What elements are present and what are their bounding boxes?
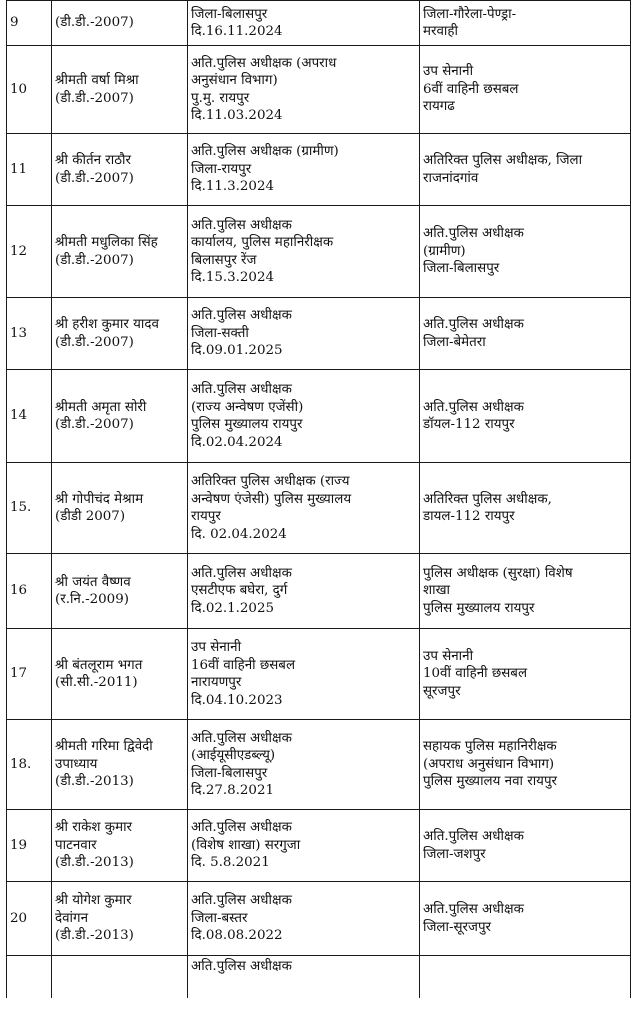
table-row: [7, 629, 631, 720]
serial-number: 11: [7, 134, 52, 206]
officer-name-line: (डी.डी.-2007): [55, 252, 134, 268]
current-posting-line: अति.पुलिस अधीक्षक: [191, 893, 292, 909]
officer-name-line: श्री कीर्तन राठौर: [55, 153, 131, 168]
new-posting-line: अतिरिक्त पुलिस अधीक्षक,: [423, 491, 552, 507]
officer-name-line: (डी.डी.-2013): [55, 928, 134, 944]
current-posting-line: दि.04.10.2023: [191, 692, 283, 708]
current-posting-line: बिलासपुर रेंज: [191, 252, 257, 268]
table-row: [7, 810, 631, 882]
current-posting-line: अति.पुलिस अधीक्षक: [191, 959, 292, 974]
current-posting-line: (विशेष शाखा) सरगुजा: [191, 837, 301, 853]
current-posting-line: रायपुर: [191, 509, 221, 524]
current-posting-line: जिला-रायपुर: [191, 161, 252, 177]
table-row: [7, 554, 631, 629]
new-posting-line: सहायक पुलिस महानिरीक्षक: [423, 739, 557, 755]
serial-number: 18.: [7, 720, 52, 810]
new-posting-line: जिला-बिलासपुर: [423, 261, 500, 277]
table-row: [7, 370, 631, 463]
new-posting-line: पुलिस अधीक्षक (सुरक्षा) विशेष: [423, 565, 573, 581]
table-row: [7, 463, 631, 554]
table-body: [7, 1, 631, 998]
current-posting-line: दि.02.1.2025: [191, 600, 274, 616]
current-posting-line: (आईयूसीएडब्ल्यू): [191, 748, 276, 763]
current-posting-line: (राज्य अन्वेषण एजेंसी): [191, 399, 304, 415]
officer-name-line: पाटनवार: [55, 837, 97, 853]
serial-number: 17: [7, 629, 52, 720]
current-posting-line: दि.11.3.2024: [191, 179, 274, 195]
officer-name-cell: [52, 1, 188, 46]
officer-name-cell: [52, 810, 188, 882]
current-posting-line: दि. 5.8.2021: [191, 855, 270, 871]
officer-name-cell: [52, 463, 188, 554]
current-posting-cell: [188, 206, 420, 298]
new-posting-cell: [420, 46, 631, 134]
officer-name-line: (डी.डी.-2013): [55, 774, 134, 790]
officer-name-line: श्री हरीश कुमार यादव: [55, 317, 159, 332]
officer-name-cell: [52, 882, 188, 956]
table-row: [7, 134, 631, 206]
current-posting-line: एसटीएफ बघेरा, दुर्ग: [191, 583, 288, 599]
table-row: [7, 46, 631, 134]
serial-number: 12: [7, 206, 52, 298]
officer-name-cell: [52, 134, 188, 206]
officer-name-cell: [52, 956, 188, 998]
current-posting-line: दि. 02.04.2024: [191, 526, 287, 542]
current-posting-line: दि.02.04.2024: [191, 434, 283, 450]
new-posting-cell: [420, 810, 631, 882]
table-row: [7, 206, 631, 298]
current-posting-line: दि.11.03.2024: [191, 108, 283, 123]
new-posting-line: अति.पुलिस अधीक्षक: [423, 902, 524, 917]
officer-name-line: (र.नि.-2009): [55, 592, 129, 607]
current-posting-line: अतिरिक्त पुलिस अधीक्षक (राज्य: [191, 474, 350, 489]
serial-number: 10: [7, 46, 52, 134]
new-posting-line: डॉयल-112 रायपुर: [423, 417, 515, 432]
officer-name-cell: [52, 629, 188, 720]
officer-transfer-table: [6, 0, 631, 998]
new-posting-cell: [420, 463, 631, 554]
current-posting-line: जिला-बिलासपुर: [191, 6, 268, 22]
current-posting-line: दि.16.11.2024: [191, 24, 283, 39]
current-posting-line: 16वीं वाहिनी छसबल: [191, 657, 296, 673]
officer-name-line: श्रीमती अमृता सोरी: [55, 399, 147, 415]
officer-name-line: (डी.डी.-2007): [55, 170, 134, 186]
officer-name-cell: [52, 370, 188, 463]
current-posting-cell: [188, 463, 420, 554]
officer-name-line: (डी.डी.-2007): [55, 15, 134, 31]
new-posting-line: अति.पुलिस अधीक्षक: [423, 399, 524, 415]
new-posting-cell: [420, 1, 631, 46]
current-posting-cell: [188, 956, 420, 998]
officer-name-line: श्री बंतलूराम भगत: [55, 657, 143, 673]
serial-number: 16: [7, 554, 52, 629]
current-posting-line: अति.पुलिस अधीक्षक: [191, 730, 292, 746]
current-posting-line: दि.08.08.2022: [191, 928, 283, 944]
officer-name-cell: [52, 206, 188, 298]
serial-number: 14: [7, 370, 52, 463]
current-posting-line: दि.09.01.2025: [191, 343, 283, 359]
new-posting-line: मरवाही: [423, 24, 458, 39]
current-posting-line: जिला-सक्ती: [191, 325, 249, 341]
current-posting-line: अति.पुलिस अधीक्षक: [191, 565, 292, 581]
current-posting-line: अति.पुलिस अधीक्षक (अपराध: [191, 55, 337, 71]
new-posting-line: पुलिस मुख्यालय नवा रायपुर: [423, 774, 558, 790]
officer-name-cell: [52, 298, 188, 370]
officer-name-line: श्रीमती मधुलिका सिंह: [55, 235, 158, 250]
current-posting-cell: [188, 370, 420, 463]
current-posting-line: जिला-बस्तर: [191, 910, 248, 926]
officer-name-line: (डी.डी.-2013): [55, 855, 134, 871]
current-posting-line: दि.27.8.2021: [191, 783, 274, 798]
current-posting-line: अनुसंधान विभाग): [191, 73, 278, 88]
table-row: [7, 720, 631, 810]
officer-name-line: (डी.डी.-2007): [55, 334, 134, 350]
officer-name-line: उपाध्याय: [55, 756, 98, 772]
serial-number: 13: [7, 298, 52, 370]
officer-name-cell: [52, 46, 188, 134]
current-posting-cell: [188, 629, 420, 720]
serial-number: 15.: [7, 463, 52, 554]
current-posting-line: अन्वेषण एंजेसी) पुलिस मुख्यालय: [191, 491, 352, 507]
current-posting-cell: [188, 554, 420, 629]
current-posting-line: अति.पुलिस अधीक्षक: [191, 820, 292, 836]
new-posting-line: अति.पुलिस अधीक्षक: [423, 317, 524, 332]
officer-name-line: (डी.डी.-2007): [55, 417, 134, 432]
current-posting-cell: [188, 1, 420, 46]
new-posting-line: अति.पुलिस अधीक्षक: [423, 226, 524, 242]
new-posting-line: 6वीं वाहिनी छसबल: [423, 81, 519, 97]
new-posting-cell: [420, 956, 631, 998]
new-posting-line: जिला-जशपुर: [423, 846, 486, 862]
current-posting-line: अति.पुलिस अधीक्षक: [191, 308, 292, 324]
officer-name-line: श्रीमती गरिमा द्विवेदी: [55, 739, 153, 755]
current-posting-line: अति.पुलिस अधीक्षक (ग्रामीण): [191, 144, 339, 160]
table-row: [7, 956, 631, 998]
current-posting-line: पुलिस मुख्यालय रायपुर: [191, 417, 303, 432]
officer-name-line: (सी.सी.-2011): [55, 675, 138, 690]
current-posting-line: दि.15.3.2024: [191, 270, 274, 285]
new-posting-line: (ग्रामीण): [423, 243, 466, 259]
new-posting-line: राजनांदगांव: [423, 170, 479, 186]
current-posting-cell: [188, 720, 420, 810]
new-posting-cell: [420, 134, 631, 206]
current-posting-cell: [188, 298, 420, 370]
new-posting-cell: [420, 206, 631, 298]
current-posting-cell: [188, 46, 420, 134]
new-posting-line: 10वीं वाहिनी छसबल: [423, 666, 528, 682]
new-posting-line: शाखा: [423, 583, 450, 599]
new-posting-line: जिला-गौरेला-पेण्ड्रा-: [423, 6, 517, 22]
new-posting-line: उप सेनानी: [423, 64, 474, 80]
table-row: [7, 298, 631, 370]
new-posting-line: उप सेनानी: [423, 648, 474, 664]
officer-name-cell: [52, 720, 188, 810]
current-posting-line: नारायणपुर: [191, 675, 242, 690]
new-posting-line: अति.पुलिस अधीक्षक: [423, 829, 524, 844]
new-posting-cell: [420, 554, 631, 629]
new-posting-cell: [420, 629, 631, 720]
new-posting-line: जिला-बेमेतरा: [423, 334, 486, 350]
current-posting-line: पु.मु. रायपुर: [191, 90, 250, 106]
current-posting-cell: [188, 882, 420, 956]
new-posting-cell: [420, 298, 631, 370]
current-posting-cell: [188, 810, 420, 882]
new-posting-cell: [420, 370, 631, 463]
serial-number: 20: [7, 882, 52, 956]
serial-number: 19: [7, 810, 52, 882]
officer-name-line: श्री जयंत वैष्णव: [55, 574, 131, 590]
new-posting-cell: [420, 882, 631, 956]
new-posting-line: सूरजपुर: [423, 683, 461, 699]
new-posting-line: रायगढ: [423, 99, 455, 115]
officer-name-line: श्री गोपीचंद मेश्राम: [55, 491, 144, 507]
serial-number: 9: [7, 1, 52, 46]
current-posting-line: अति.पुलिस अधीक्षक: [191, 217, 292, 233]
new-posting-line: पुलिस मुख्यालय रायपुर: [423, 600, 535, 616]
new-posting-line: (अपराध अनुसंधान विभाग): [423, 756, 555, 772]
table-row: [7, 1, 631, 46]
officer-name-cell: [52, 554, 188, 629]
officer-name-line: (डी.डी.-2007): [55, 90, 134, 106]
table-row: [7, 882, 631, 956]
officer-name-line: देवांगन: [55, 910, 88, 926]
current-posting-line: कार्यालय, पुलिस महानिरीक्षक: [191, 235, 334, 250]
current-posting-line: जिला-बिलासपुर: [191, 765, 268, 781]
current-posting-cell: [188, 134, 420, 206]
serial-number: [7, 956, 52, 998]
officer-name-line: श्री राकेश कुमार: [55, 820, 133, 836]
new-posting-line: जिला-सूरजपुर: [423, 919, 492, 935]
officer-name-line: (डीडी 2007): [55, 509, 126, 524]
current-posting-line: अति.पुलिस अधीक्षक: [191, 382, 292, 397]
officer-name-line: श्री योगेश कुमार: [55, 893, 132, 909]
new-posting-line: अतिरिक्त पुलिस अधीक्षक, जिला: [423, 153, 583, 168]
new-posting-cell: [420, 720, 631, 810]
new-posting-line: डायल-112 रायपुर: [423, 509, 515, 524]
officer-name-line: श्रीमती वर्षा मिश्रा: [55, 73, 139, 88]
current-posting-line: उप सेनानी: [191, 640, 242, 655]
